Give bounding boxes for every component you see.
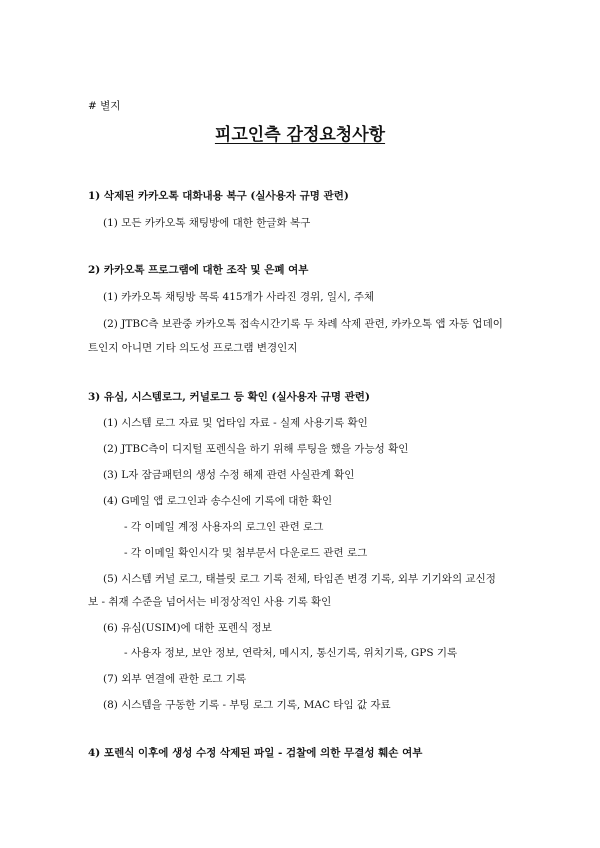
section-3-item-3: (3) L자 잠금패턴의 생성 수정 해제 관련 사실관계 확인 [103,469,355,481]
section-3-heading: 3) 유심, 시스템로그, 커널로그 등 확인 (실사용자 규명 관련) [88,391,370,403]
section-3-item-6: (6) 유심(USIM)에 대한 포렌식 정보 [103,622,272,634]
section-3-item-1: (1) 시스템 로그 자료 및 업타임 자료 - 실제 사용기록 확인 [103,417,368,429]
document-title [0,124,600,146]
section-3-item-6-sub-1: - 사용자 정보, 보안 정보, 연락처, 메시지, 통신기록, 위치기록, GPS 기록 [124,647,458,659]
section-3-item-4-sub-1: - 각 이메일 계정 사용자의 로그인 관련 로그 [124,521,324,533]
section-3-item-5-continued: 보 - 취재 수준을 넘어서는 비정상적인 사용 기록 확인 [88,596,332,608]
section-1-item-1: (1) 모든 카카오톡 채팅방에 대한 한글화 복구 [103,217,311,229]
section-3-item-8: (8) 시스템을 구동한 기록 - 부팅 로그 기록, MAC 타임 값 자료 [103,699,391,711]
section-4-heading: 4) 포렌식 이후에 생성 수정 삭제된 파일 - 검찰에 의한 무결성 훼손 여부 [88,747,423,759]
section-2-item-2-continued: 트인지 아니면 기타 의도성 프로그램 변경인지 [88,342,298,354]
section-1-heading: 1) 삭제된 카카오톡 대화내용 복구 (실사용자 규명 관련) [88,190,349,202]
section-3-item-7: (7) 외부 연결에 관한 로그 기록 [103,673,247,685]
attachment-label: # 별지 [88,100,121,112]
section-2-item-2: (2) JTBC측 보관중 카카오톡 접속시간기록 두 차례 삭제 관련, 카카오톡 앱 자동 업데이 [103,318,503,330]
section-3-item-4: (4) G메일 앱 로그인과 송수신에 기록에 대한 확인 [103,495,333,507]
section-2-heading: 2) 카카오톡 프로그램에 대한 조작 및 은폐 여부 [88,264,309,276]
section-3-item-2: (2) JTBC측이 디지털 포렌식을 하기 위해 루팅을 했을 가능성 확인 [103,443,409,455]
document-title-text: 피고인측 감정요청사항 [214,125,386,145]
section-2-item-1: (1) 카카오톡 채팅방 목록 415개가 사라진 경위, 일시, 주체 [103,291,375,303]
section-3-item-4-sub-2: - 각 이메일 확인시각 및 첨부문서 다운로드 관련 로그 [124,547,368,559]
section-3-item-5: (5) 시스템 커널 로그, 태블릿 로그 기록 전체, 타임존 변경 기록, 외부 기기와의 교신정 [103,573,496,585]
